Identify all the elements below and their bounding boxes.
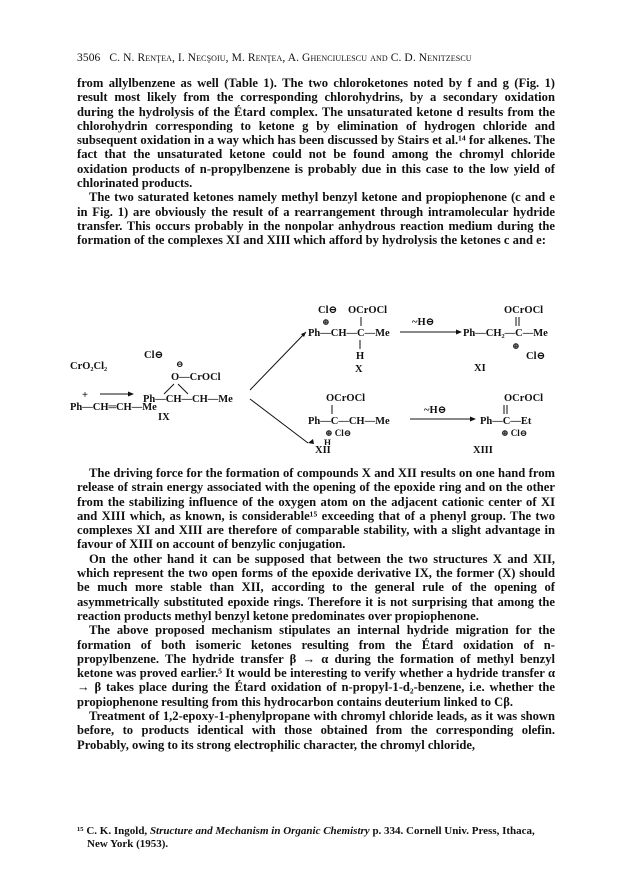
- x-plus: ⊕: [322, 317, 330, 327]
- xiii-label: XIII: [473, 445, 493, 456]
- xiii-ocrocl: OCrOCl: [504, 393, 544, 404]
- paragraph: The two saturated ketones namely methyl benzyl ketone and propiophenone (c and e in Fig. 1) are obviously the result of a rearrangement through intramolecular hydride transfer. This occurs probably in the nonpolar anhydrous reaction medium during the formation of the complexes XI and XIII which afford by hydrolysis the ketones c and e:: [77, 190, 555, 248]
- footnote-text-end: New York (1953).: [87, 838, 169, 850]
- x-label: X: [355, 364, 363, 375]
- paragraph: Treatment of 1,2-epoxy-1-phenylpropane with chromyl chloride leads, as it was shown before, to products identical with those obtained from the corresponding olefin. Probably, owing to its strong electrophilic character, the chromyl chloride,: [77, 709, 555, 752]
- footnote-text-start: C. K. Ingold,: [86, 825, 150, 837]
- plus-sign: +: [82, 390, 88, 401]
- shift-bottom-label: ~H⊖: [424, 405, 447, 416]
- reagent-propenylbenzene: Ph—CH═CH—Me: [70, 402, 157, 413]
- xii-ocrocl: OCrOCl: [326, 393, 366, 404]
- x-backbone: Ph—CH—C—Me: [308, 328, 390, 339]
- xi-label: XI: [474, 363, 486, 374]
- xii-label: XII: [315, 445, 331, 456]
- xiii-charges: ⊕ Cl⊖: [501, 428, 528, 438]
- ix-label: IX: [158, 412, 170, 423]
- ix-backbone: Ph—CH—CH—Me: [143, 394, 233, 405]
- reaction-scheme: [70, 295, 570, 445]
- x-hydrogen: H: [356, 351, 365, 362]
- page-number: 3506: [77, 52, 101, 64]
- footnote: [77, 825, 555, 851]
- xii-charges: ⊕ Cl⊖: [325, 428, 352, 438]
- footnote-book-title: Structure and Mechanism in Organic Chemistry: [149, 825, 370, 837]
- ix-chloride: Cl⊖: [144, 350, 164, 361]
- footnote-marker: ¹⁵: [77, 825, 84, 837]
- x-ocrocl: OCrOCl: [348, 305, 388, 316]
- xii-backbone: Ph—C—CH—Me: [308, 416, 390, 427]
- running-header: [77, 52, 557, 64]
- footnote-text-middle: p. 334. Cornell Univ. Press, Ithaca,: [369, 825, 535, 837]
- paragraph: On the other hand it can be supposed that between the two structures X and XII, which represent the two open forms of the epoxide derivative IX, the former (X) should be much more stable than XII, according to the general rule of the opening of asymmetrically substituted epoxide rings. Therefore it is not surprising that among the reaction products methyl benzyl ketone predominates over propiophenone.: [77, 551, 555, 623]
- paragraph: from allylbenzene as well (Table 1). The two chloroketones noted by f and g (Fig. 1) result most likely from the corresponding chlorohydrins, by a secondary oxidation during the hydrolysis of the Étard complex. The unsaturated ketone d results from the chlorohydrin corresponding to ketone g by elimination of hydrogen chloride and subsequent oxidation in a way which has been discussed by Stairs et al.¹⁴ for alkenes. The fact that the unsaturated ketone could not be found among the chromyl chloride oxidation products of n-propylbenzene is probably due in this case to the low yield of chlorinated products.: [77, 76, 555, 191]
- xiii-backbone: Ph—C—Et: [480, 416, 532, 427]
- ix-ocrocl: O—CrOCl: [171, 372, 221, 383]
- xi-chloride: Cl⊖: [526, 351, 546, 362]
- body-text-top: [77, 76, 555, 248]
- paragraph: The above proposed mechanism stipulates an internal hydride migration for the formation of both isomeric ketones resulting from the Étard oxidation of n-propylbenzene. The hydride transfer β → α during the formation of methyl benzyl ketone was proved earlier.⁵ It would be interesting to verify whether a hydride transfer α → β takes place during the Étard oxidation of n-propyl-1-d₂-benzene, i.e. whether the propiophenone resulting from this hydrocarbon contains deuterium linked to Cβ.: [77, 623, 555, 709]
- author-line: C. N. Renţea, I. Necşoiu, M. Renţea, A. Ghenciulescu and C. D. Nenitzescu: [109, 52, 472, 64]
- xi-plus: ⊕: [512, 341, 520, 351]
- reagent-chromyl-chloride: CrO₂Cl₂: [70, 361, 108, 372]
- scheme-labels: [77, 447, 555, 461]
- xi-ocrocl: OCrOCl: [504, 305, 544, 316]
- shift-top-label: ~H⊖: [412, 317, 435, 328]
- ix-charge: ⊖: [176, 359, 184, 369]
- paragraph: The driving force for the formation of compounds X and XII results on one hand from release of strain energy associated with the opening of the epoxide ring and on the other from the stabilizing influence of the oxygen atom on the adjacent cationic center of XI and XIII which, as known, is considerable¹⁵ exceeding that of a phenyl group. The two complexes XI and XIII are therefore of comparable stability, with a slight advantage in favour of XIII on account of benzylic conjugation.: [77, 466, 555, 552]
- x-chloride: Cl⊖: [318, 305, 338, 316]
- body-text-bottom: [77, 466, 555, 752]
- xi-backbone: Ph—CH₂—C—Me: [463, 328, 548, 339]
- xii-hydrogen: H: [324, 438, 332, 445]
